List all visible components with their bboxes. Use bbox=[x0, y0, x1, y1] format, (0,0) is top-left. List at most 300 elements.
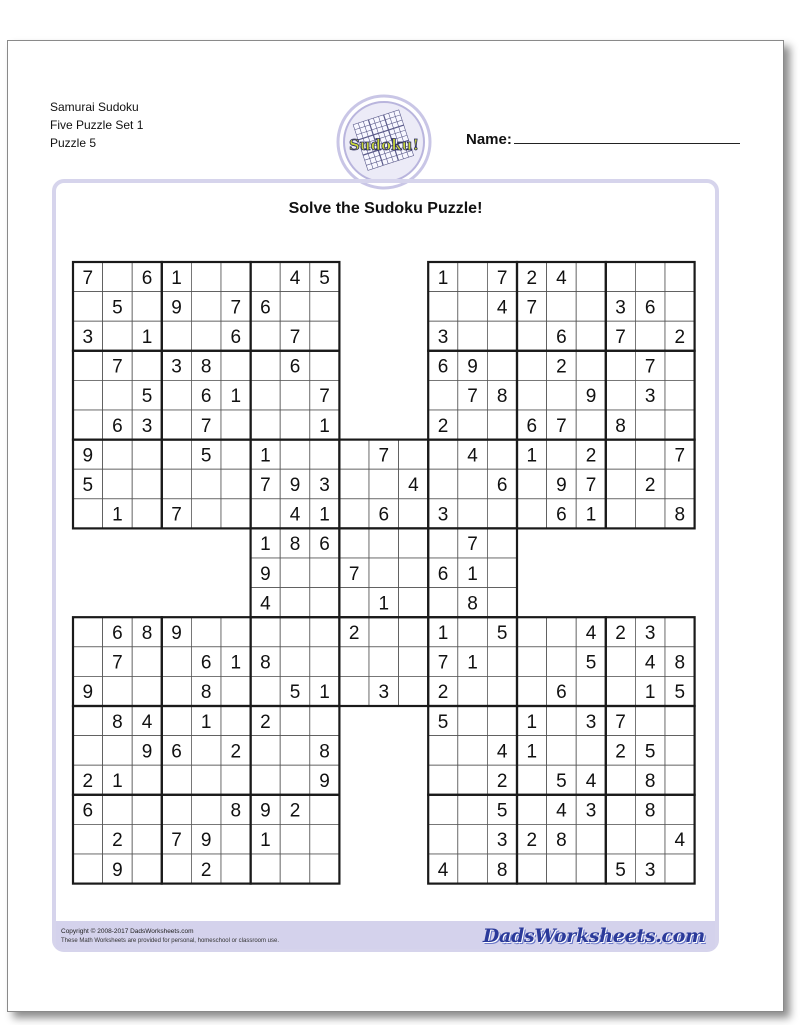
sudoku-cell[interactable] bbox=[576, 351, 606, 381]
given-digit: 5 bbox=[496, 623, 508, 644]
given-digit: 1 bbox=[260, 830, 271, 852]
sudoku-cell[interactable] bbox=[428, 795, 458, 825]
sudoku-cell[interactable] bbox=[369, 469, 399, 499]
sudoku-cell[interactable] bbox=[458, 617, 488, 647]
sudoku-cell[interactable] bbox=[487, 321, 517, 351]
given-digit: 8 bbox=[112, 711, 123, 733]
sudoku-cell[interactable] bbox=[310, 292, 340, 322]
sudoku-cell[interactable] bbox=[369, 528, 399, 558]
given-digit: 1 bbox=[319, 682, 330, 704]
given-digit: 7 bbox=[171, 504, 182, 526]
given-digit: 4 bbox=[141, 711, 153, 733]
given-digit: 1 bbox=[526, 741, 538, 763]
sudoku-cell[interactable] bbox=[635, 321, 665, 351]
given-digit: 3 bbox=[496, 830, 508, 852]
sudoku-cell[interactable] bbox=[576, 410, 606, 440]
given-digit: 3 bbox=[644, 859, 656, 881]
sudoku-cell[interactable] bbox=[103, 321, 133, 351]
given-digit: 6 bbox=[556, 327, 567, 348]
given-digit: 7 bbox=[112, 356, 123, 378]
sudoku-cell[interactable] bbox=[458, 410, 488, 440]
sudoku-cell[interactable] bbox=[310, 351, 340, 381]
given-digit: 6 bbox=[644, 297, 656, 319]
sudoku-cell[interactable] bbox=[547, 647, 577, 677]
sudoku-cell[interactable] bbox=[576, 262, 606, 292]
sudoku-cell[interactable] bbox=[221, 440, 251, 470]
given-digit: 4 bbox=[408, 475, 419, 496]
sudoku-cell[interactable] bbox=[517, 380, 547, 410]
sudoku-cell[interactable] bbox=[339, 440, 369, 470]
sudoku-cell[interactable] bbox=[458, 469, 488, 499]
given-digit: 2 bbox=[615, 741, 626, 763]
given-digit: 8 bbox=[319, 741, 330, 763]
given-digit: 2 bbox=[82, 771, 94, 792]
sudoku-cell[interactable] bbox=[547, 380, 577, 410]
sudoku-cell[interactable] bbox=[428, 469, 458, 499]
sudoku-cell[interactable] bbox=[458, 824, 488, 854]
given-digit: 9 bbox=[556, 475, 567, 496]
given-digit: 1 bbox=[260, 534, 271, 556]
sudoku-cell[interactable] bbox=[280, 736, 310, 766]
given-digit: 1 bbox=[437, 267, 449, 289]
sudoku-cell[interactable] bbox=[339, 499, 369, 529]
given-digit: 2 bbox=[260, 711, 271, 733]
sudoku-cell[interactable] bbox=[73, 617, 103, 647]
sudoku-cell[interactable] bbox=[665, 765, 695, 795]
given-digit: 9 bbox=[112, 859, 123, 881]
sudoku-cell[interactable] bbox=[606, 469, 636, 499]
worksheet-puzzle-number: Puzzle 5 bbox=[50, 136, 97, 150]
given-digit: 7 bbox=[615, 711, 626, 733]
sudoku-cell[interactable] bbox=[103, 380, 133, 410]
given-digit: 6 bbox=[260, 297, 271, 319]
given-digit: 2 bbox=[526, 267, 538, 289]
given-digit: 7 bbox=[378, 445, 390, 467]
sudoku-cell[interactable] bbox=[162, 676, 192, 706]
sudoku-cell[interactable] bbox=[73, 647, 103, 677]
sudoku-cell[interactable] bbox=[517, 676, 547, 706]
given-digit: 6 bbox=[437, 563, 449, 585]
sudoku-cell[interactable] bbox=[251, 380, 281, 410]
sudoku-cell[interactable] bbox=[339, 528, 369, 558]
sudoku-cell[interactable] bbox=[162, 795, 192, 825]
sudoku-cell[interactable] bbox=[487, 676, 517, 706]
sudoku-cell[interactable] bbox=[606, 262, 636, 292]
sudoku-cell[interactable] bbox=[310, 647, 340, 677]
sudoku-cell[interactable] bbox=[191, 795, 221, 825]
brand-logo: DadsWorksheets.com bbox=[482, 925, 705, 947]
sudoku-cell[interactable] bbox=[606, 824, 636, 854]
sudoku-cell[interactable] bbox=[191, 736, 221, 766]
sudoku-cell[interactable] bbox=[280, 854, 310, 884]
sudoku-cell[interactable] bbox=[280, 706, 310, 736]
sudoku-cell[interactable] bbox=[487, 410, 517, 440]
sudoku-cell[interactable] bbox=[458, 292, 488, 322]
sudoku-cell[interactable] bbox=[73, 380, 103, 410]
sudoku-cell[interactable] bbox=[73, 292, 103, 322]
given-digit: 2 bbox=[437, 682, 449, 704]
sudoku-cell[interactable] bbox=[399, 676, 429, 706]
sudoku-cell[interactable] bbox=[251, 765, 281, 795]
given-digit: 9 bbox=[260, 563, 271, 585]
worksheet-title: Samurai Sudoku bbox=[50, 100, 139, 114]
given-digit: 8 bbox=[556, 830, 567, 852]
sudoku-cell[interactable] bbox=[310, 617, 340, 647]
sudoku-cell[interactable] bbox=[162, 410, 192, 440]
sudoku-cell[interactable] bbox=[191, 617, 221, 647]
sudoku-cell[interactable] bbox=[191, 321, 221, 351]
sudoku-cell[interactable] bbox=[635, 262, 665, 292]
given-digit: 6 bbox=[526, 415, 538, 437]
given-digit: 7 bbox=[585, 475, 597, 496]
given-digit: 5 bbox=[82, 475, 94, 496]
sudoku-cell[interactable] bbox=[310, 795, 340, 825]
sudoku-cell[interactable] bbox=[487, 706, 517, 736]
sudoku-cell[interactable] bbox=[428, 380, 458, 410]
sudoku-cell[interactable] bbox=[606, 499, 636, 529]
sudoku-cell[interactable] bbox=[103, 676, 133, 706]
given-digit: 5 bbox=[585, 652, 597, 674]
given-digit: 8 bbox=[674, 504, 686, 526]
sudoku-cell[interactable] bbox=[280, 558, 310, 588]
sudoku-cell[interactable] bbox=[547, 440, 577, 470]
sudoku-cell[interactable] bbox=[428, 736, 458, 766]
sudoku-cell[interactable] bbox=[310, 321, 340, 351]
given-digit: 8 bbox=[496, 859, 508, 881]
sudoku-cell[interactable] bbox=[103, 440, 133, 470]
sudoku-cell[interactable] bbox=[221, 410, 251, 440]
sudoku-cell[interactable] bbox=[310, 440, 340, 470]
sudoku-cell[interactable] bbox=[369, 617, 399, 647]
sudoku-cell[interactable] bbox=[221, 676, 251, 706]
given-digit: 1 bbox=[319, 504, 330, 526]
given-digit: 2 bbox=[526, 830, 538, 852]
sudoku-cell[interactable] bbox=[191, 765, 221, 795]
sudoku-cell[interactable] bbox=[221, 469, 251, 499]
sudoku-cell[interactable] bbox=[251, 617, 281, 647]
sudoku-cell[interactable] bbox=[665, 706, 695, 736]
given-digit: 2 bbox=[289, 800, 301, 822]
given-digit: 3 bbox=[141, 415, 153, 437]
sudoku-cell[interactable] bbox=[280, 380, 310, 410]
sudoku-cell[interactable] bbox=[73, 736, 103, 766]
sudoku-cell[interactable] bbox=[251, 351, 281, 381]
given-digit: 7 bbox=[112, 652, 123, 674]
given-digit: 7 bbox=[319, 386, 330, 408]
sudoku-cell[interactable] bbox=[547, 292, 577, 322]
sudoku-cell[interactable] bbox=[606, 647, 636, 677]
sudoku-cell[interactable] bbox=[280, 588, 310, 618]
sudoku-cell[interactable] bbox=[547, 706, 577, 736]
sudoku-cell[interactable] bbox=[221, 854, 251, 884]
sudoku-cell[interactable] bbox=[517, 647, 547, 677]
sudoku-cell[interactable] bbox=[132, 854, 162, 884]
sudoku-cell[interactable] bbox=[517, 469, 547, 499]
sudoku-cell[interactable] bbox=[517, 321, 547, 351]
sudoku-cell[interactable] bbox=[458, 765, 488, 795]
given-digit: 6 bbox=[112, 623, 123, 644]
sudoku-cell[interactable] bbox=[221, 499, 251, 529]
sudoku-cell[interactable] bbox=[606, 765, 636, 795]
sudoku-cell[interactable] bbox=[280, 647, 310, 677]
given-digit: 1 bbox=[644, 682, 656, 704]
sudoku-cell[interactable] bbox=[487, 558, 517, 588]
sudoku-cell[interactable] bbox=[251, 676, 281, 706]
sudoku-cell[interactable] bbox=[428, 588, 458, 618]
sudoku-cell[interactable] bbox=[665, 469, 695, 499]
sudoku-cell[interactable] bbox=[458, 499, 488, 529]
sudoku-cell[interactable] bbox=[73, 854, 103, 884]
sudoku-cell[interactable] bbox=[458, 706, 488, 736]
sudoku-cell[interactable] bbox=[399, 499, 429, 529]
given-digit: 9 bbox=[585, 386, 597, 408]
given-digit: 1 bbox=[526, 445, 538, 467]
sudoku-cell[interactable] bbox=[132, 292, 162, 322]
sudoku-cell[interactable] bbox=[162, 647, 192, 677]
given-digit: 4 bbox=[644, 652, 656, 674]
sudoku-cell[interactable] bbox=[162, 854, 192, 884]
sudoku-cell[interactable] bbox=[399, 617, 429, 647]
sudoku-cell[interactable] bbox=[221, 824, 251, 854]
sudoku-cell[interactable] bbox=[428, 440, 458, 470]
sudoku-cell[interactable] bbox=[606, 676, 636, 706]
sudoku-cell[interactable] bbox=[517, 499, 547, 529]
sudoku-cell[interactable] bbox=[339, 588, 369, 618]
given-digit: 7 bbox=[467, 386, 478, 408]
sudoku-cell[interactable] bbox=[665, 617, 695, 647]
sudoku-cell[interactable] bbox=[665, 736, 695, 766]
sudoku-cell[interactable] bbox=[132, 765, 162, 795]
sudoku-cell[interactable] bbox=[665, 795, 695, 825]
given-digit: 7 bbox=[615, 327, 626, 348]
sudoku-cell[interactable] bbox=[576, 854, 606, 884]
given-digit: 3 bbox=[378, 682, 390, 704]
given-digit: 2 bbox=[200, 859, 212, 881]
given-digit: 6 bbox=[378, 504, 390, 526]
sudoku-cell[interactable] bbox=[339, 647, 369, 677]
sudoku-cell[interactable] bbox=[251, 854, 281, 884]
given-digit: 1 bbox=[112, 504, 123, 526]
sudoku-cell[interactable] bbox=[665, 410, 695, 440]
sudoku-cell[interactable] bbox=[251, 410, 281, 440]
sudoku-cell[interactable] bbox=[191, 262, 221, 292]
sudoku-cell[interactable] bbox=[428, 292, 458, 322]
sudoku-cell[interactable] bbox=[428, 765, 458, 795]
sudoku-cell[interactable] bbox=[606, 351, 636, 381]
given-digit: 9 bbox=[171, 623, 182, 644]
sudoku-cell[interactable] bbox=[73, 706, 103, 736]
copyright-text: Copyright © 2008-2017 DadsWorksheets.com bbox=[61, 928, 194, 935]
sudoku-cell[interactable] bbox=[487, 499, 517, 529]
given-digit: 5 bbox=[112, 297, 123, 319]
sudoku-cell[interactable] bbox=[310, 706, 340, 736]
sudoku-cell[interactable] bbox=[399, 440, 429, 470]
sudoku-cell[interactable] bbox=[576, 321, 606, 351]
sudoku-cell[interactable] bbox=[665, 351, 695, 381]
given-digit: 8 bbox=[200, 682, 212, 704]
sudoku-cell[interactable] bbox=[162, 321, 192, 351]
given-digit: 3 bbox=[82, 327, 94, 348]
sudoku-cell[interactable] bbox=[458, 854, 488, 884]
sudoku-cell[interactable] bbox=[369, 647, 399, 677]
sudoku-cell[interactable] bbox=[635, 410, 665, 440]
sudoku-cell[interactable] bbox=[221, 765, 251, 795]
sudoku-cell[interactable] bbox=[458, 736, 488, 766]
puzzle-title: Solve the Sudoku Puzzle! bbox=[288, 200, 483, 217]
given-digit: 9 bbox=[289, 475, 301, 496]
given-digit: 6 bbox=[200, 652, 212, 674]
given-digit: 1 bbox=[230, 386, 242, 408]
sudoku-cell[interactable] bbox=[547, 854, 577, 884]
sudoku-cell[interactable] bbox=[547, 617, 577, 647]
given-digit: 7 bbox=[348, 563, 360, 585]
sudoku-cell[interactable] bbox=[191, 292, 221, 322]
sudoku-cell[interactable] bbox=[517, 795, 547, 825]
sudoku-cell[interactable] bbox=[132, 440, 162, 470]
sudoku-cell[interactable] bbox=[606, 795, 636, 825]
given-digit: 1 bbox=[260, 445, 271, 467]
given-digit: 5 bbox=[615, 859, 626, 881]
sudoku-cell[interactable] bbox=[399, 647, 429, 677]
sudoku-cell[interactable] bbox=[162, 765, 192, 795]
sudoku-cell[interactable] bbox=[251, 321, 281, 351]
given-digit: 1 bbox=[467, 563, 478, 585]
sudoku-cell[interactable] bbox=[280, 410, 310, 440]
sudoku-cell[interactable] bbox=[399, 558, 429, 588]
sudoku-cell[interactable] bbox=[251, 499, 281, 529]
given-digit: 8 bbox=[289, 534, 301, 556]
sudoku-cell[interactable] bbox=[369, 558, 399, 588]
sudoku-cell[interactable] bbox=[221, 262, 251, 292]
sudoku-cell[interactable] bbox=[73, 351, 103, 381]
sudoku-cell[interactable] bbox=[635, 499, 665, 529]
sudoku-cell[interactable] bbox=[221, 706, 251, 736]
sudoku-cell[interactable] bbox=[132, 351, 162, 381]
given-digit: 7 bbox=[467, 534, 478, 556]
sudoku-cell[interactable] bbox=[665, 854, 695, 884]
sudoku-cell[interactable] bbox=[576, 292, 606, 322]
sudoku-cell[interactable] bbox=[251, 262, 281, 292]
sudoku-cell[interactable] bbox=[547, 736, 577, 766]
sudoku-cell[interactable] bbox=[132, 676, 162, 706]
sudoku-cell[interactable] bbox=[635, 440, 665, 470]
sudoku-cell[interactable] bbox=[280, 292, 310, 322]
sudoku-cell[interactable] bbox=[221, 351, 251, 381]
sudoku-cell[interactable] bbox=[487, 647, 517, 677]
given-digit: 2 bbox=[674, 327, 686, 348]
sudoku-cell[interactable] bbox=[458, 676, 488, 706]
sudoku-cell[interactable] bbox=[458, 795, 488, 825]
sudoku-cell[interactable] bbox=[162, 380, 192, 410]
given-digit: 6 bbox=[289, 356, 301, 378]
sudoku-cell[interactable] bbox=[132, 499, 162, 529]
given-digit: 2 bbox=[112, 830, 123, 852]
sudoku-cell[interactable] bbox=[310, 588, 340, 618]
sudoku-cell[interactable] bbox=[487, 528, 517, 558]
sudoku-cell[interactable] bbox=[665, 262, 695, 292]
sudoku-cell[interactable] bbox=[221, 617, 251, 647]
sudoku-cell[interactable] bbox=[635, 706, 665, 736]
sudoku-cell[interactable] bbox=[339, 676, 369, 706]
sudoku-cell[interactable] bbox=[280, 824, 310, 854]
sudoku-cell[interactable] bbox=[280, 765, 310, 795]
sudoku-cell[interactable] bbox=[635, 824, 665, 854]
sudoku-cell[interactable] bbox=[103, 262, 133, 292]
given-digit: 3 bbox=[437, 504, 449, 526]
sudoku-cell[interactable] bbox=[576, 676, 606, 706]
given-digit: 7 bbox=[556, 415, 567, 437]
sudoku-cell[interactable] bbox=[103, 736, 133, 766]
sudoku-cell[interactable] bbox=[280, 440, 310, 470]
sudoku-cell[interactable] bbox=[517, 765, 547, 795]
given-digit: 5 bbox=[644, 741, 656, 763]
sudoku-cell[interactable] bbox=[162, 440, 192, 470]
sudoku-cell[interactable] bbox=[517, 617, 547, 647]
sudoku-cell[interactable] bbox=[428, 824, 458, 854]
sudoku-cell[interactable] bbox=[162, 706, 192, 736]
sudoku-cell[interactable] bbox=[310, 824, 340, 854]
sudoku-cell[interactable] bbox=[162, 469, 192, 499]
sudoku-cell[interactable] bbox=[132, 647, 162, 677]
sudoku-cell[interactable] bbox=[487, 588, 517, 618]
sudoku-cell[interactable] bbox=[73, 824, 103, 854]
given-digit: 6 bbox=[200, 386, 212, 408]
sudoku-cell[interactable] bbox=[399, 528, 429, 558]
sudoku-cell[interactable] bbox=[103, 795, 133, 825]
sudoku-cell[interactable] bbox=[191, 499, 221, 529]
sudoku-cell[interactable] bbox=[517, 351, 547, 381]
sudoku-cell[interactable] bbox=[132, 795, 162, 825]
sudoku-cell[interactable] bbox=[73, 499, 103, 529]
given-digit: 8 bbox=[230, 800, 242, 822]
sudoku-cell[interactable] bbox=[665, 380, 695, 410]
sudoku-cell[interactable] bbox=[606, 380, 636, 410]
given-digit: 4 bbox=[585, 771, 597, 792]
given-digit: 3 bbox=[319, 475, 330, 496]
sudoku-cell[interactable] bbox=[576, 824, 606, 854]
given-digit: 6 bbox=[437, 356, 449, 378]
sudoku-cell[interactable] bbox=[487, 440, 517, 470]
sudoku-cell[interactable] bbox=[339, 469, 369, 499]
given-digit: 4 bbox=[260, 593, 271, 615]
given-digit: 4 bbox=[437, 859, 449, 881]
given-digit: 1 bbox=[141, 327, 153, 348]
sudoku-cell[interactable] bbox=[251, 736, 281, 766]
sudoku-cell[interactable] bbox=[73, 410, 103, 440]
sudoku-cell[interactable] bbox=[280, 617, 310, 647]
sudoku-cell[interactable] bbox=[132, 824, 162, 854]
sudoku-cell[interactable] bbox=[132, 469, 162, 499]
logo-text: Sudoku! bbox=[348, 136, 420, 154]
given-digit: 4 bbox=[289, 504, 301, 526]
sudoku-cell[interactable] bbox=[191, 469, 221, 499]
given-digit: 8 bbox=[496, 386, 508, 408]
sudoku-cell[interactable] bbox=[458, 262, 488, 292]
sudoku-cell[interactable] bbox=[458, 321, 488, 351]
sudoku-cell[interactable] bbox=[310, 558, 340, 588]
sudoku-cell[interactable] bbox=[428, 528, 458, 558]
sudoku-cell[interactable] bbox=[399, 588, 429, 618]
sudoku-cell[interactable] bbox=[103, 469, 133, 499]
sudoku-cell[interactable] bbox=[310, 854, 340, 884]
given-digit: 4 bbox=[585, 623, 597, 644]
sudoku-cell[interactable] bbox=[576, 736, 606, 766]
sudoku-cell[interactable] bbox=[606, 440, 636, 470]
sudoku-cell[interactable] bbox=[487, 351, 517, 381]
sudoku-cell[interactable] bbox=[517, 854, 547, 884]
given-digit: 1 bbox=[526, 711, 538, 733]
sudoku-cell[interactable] bbox=[665, 292, 695, 322]
